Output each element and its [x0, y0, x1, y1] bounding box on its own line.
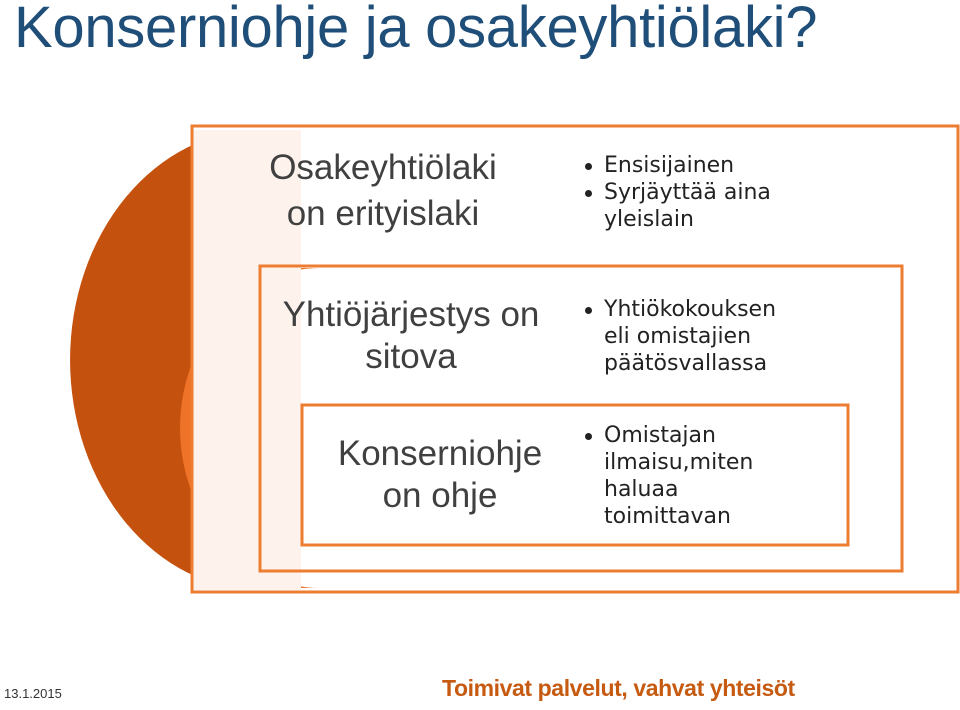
level-3-label-line: Konserniohje — [337, 434, 543, 473]
level-2-label-line: Yhtiöjärjestys on — [282, 295, 540, 334]
level-3-label-line: on ohje — [382, 476, 498, 515]
level-2-bullets — [584, 296, 776, 377]
bullet-line: päätösvallassa — [604, 351, 768, 376]
level-1-bullets — [584, 152, 771, 233]
bullet-item — [584, 179, 771, 233]
bullet-line: eli omistajien — [604, 324, 752, 349]
level-2-label-line: sitova — [365, 337, 457, 376]
level-1-label-line: on erityislaki — [286, 194, 480, 233]
bullet-item — [584, 296, 776, 377]
bullet-line: ilmaisu,miten — [604, 450, 754, 475]
bullet-line: Syrjäyttää aina — [604, 180, 771, 205]
slide-title: Konserniohje ja osakeyhtiölaki? — [14, 0, 818, 60]
bullet-line: toimittavan — [604, 504, 731, 529]
bullet-line: Ensisijainen — [604, 153, 735, 178]
slide-date: 13.1.2015 — [4, 686, 62, 701]
footer-slogan: Toimivat palvelut, vahvat yhteisöt — [442, 675, 795, 701]
level-1-label-line: Osakeyhtiölaki — [269, 148, 497, 187]
level-3-label — [318, 433, 562, 517]
level-2-label — [256, 294, 566, 378]
bullet-item — [584, 422, 753, 530]
bullet-item — [584, 152, 771, 179]
bullet-line: Omistajan — [604, 423, 716, 448]
bullet-line: yleislain — [604, 207, 694, 232]
bullet-line: Yhtiökokouksen — [604, 297, 777, 322]
level-1-label — [248, 147, 518, 235]
bullet-line: haluaa — [604, 477, 679, 502]
level-3-bullets — [584, 422, 753, 530]
